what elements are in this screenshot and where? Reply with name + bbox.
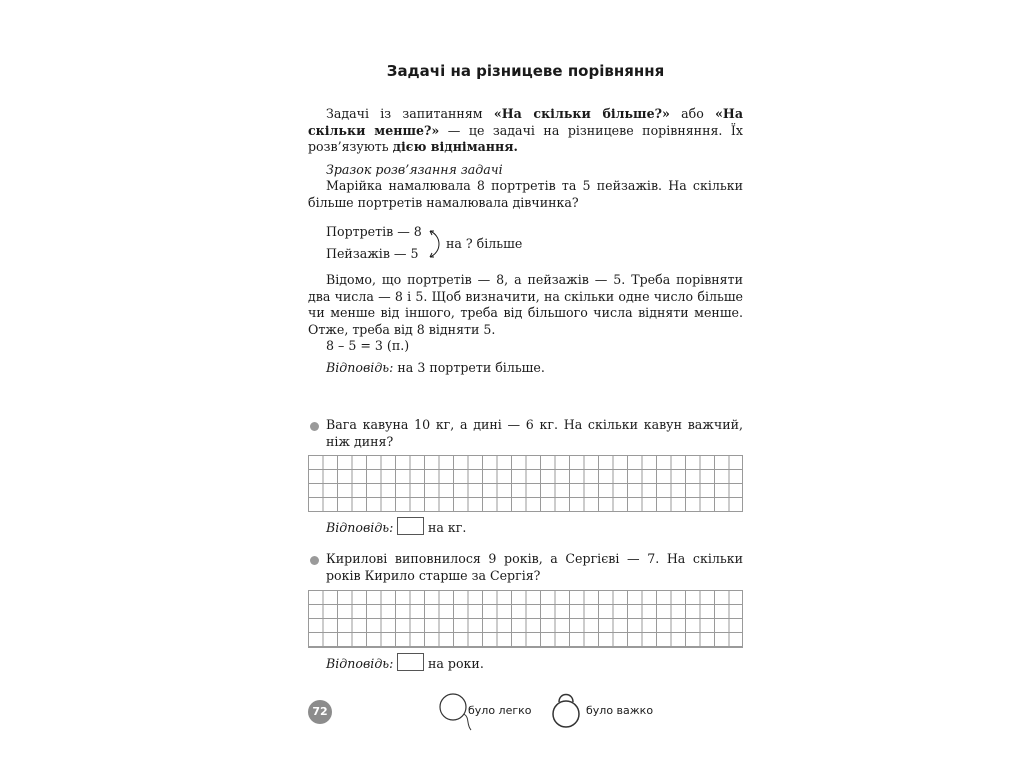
task-2-text: Кирилові виповнилося 9 років, а Сергієві — 7. На скільки років Кирило старше за Сергія?: [326, 551, 743, 583]
task-2-answer-box[interactable]: [397, 653, 424, 671]
sample-heading: Зразок розв’язання задачі: [326, 162, 503, 177]
task-2-answer-grid[interactable]: [308, 590, 743, 648]
scheme-row-portraits: Портретів — 8: [326, 224, 422, 239]
sample-problem-text: Марійка намалювала 8 портретів та 5 пейзажів. На скільки більше портретів намалювала дівчинка?: [308, 178, 743, 210]
task-2-answer-unit: на роки.: [428, 656, 484, 671]
task-1-bullet-icon: [310, 422, 319, 431]
sample-equation: 8 – 5 = 3 (п.): [326, 338, 410, 353]
intro-paragraph: [308, 106, 743, 156]
page-title: Задачі на різницеве порівняння: [386, 62, 665, 80]
intro-text-1: Задачі із запитанням: [326, 106, 494, 121]
task-2-answer-label: Відповідь:: [326, 656, 394, 671]
task-1-answer-box[interactable]: [397, 517, 424, 535]
task-1-answer-grid[interactable]: [308, 455, 743, 512]
intro-question-more: «На скільки більше?»: [493, 106, 670, 121]
comparison-arrow-icon: [424, 226, 448, 262]
intro-text-3: — це задачі на різницеве порівняння. Їх розв’язують: [308, 122, 743, 154]
task-2-bullet-icon: [310, 556, 319, 565]
task-1-text: Вага кавуна 10 кг, а дині — 6 кг. На скільки кавун важчий, ніж диня?: [326, 417, 743, 449]
hard-label: було важко: [586, 704, 654, 717]
sample-answer-text: на 3 портрети більше.: [393, 360, 545, 375]
intro-question-less: «На скільки менше?»: [308, 106, 743, 138]
sample-problem: [308, 178, 743, 211]
sample-explanation-text: Відомо, що портретів — 8, а пейзажів — 5. Треба порівняти два числа — 8 і 5. Щоб визначити, на скільки одне число більше чи менше від іншого, треба від більшого числа відняти менше. Отже, треба від 8 відняти 5.: [308, 272, 743, 337]
sample-answer-label: Відповідь:: [326, 360, 394, 375]
task-1-answer-label: Відповідь:: [326, 520, 394, 535]
intro-text-4: дією віднімання.: [392, 139, 518, 154]
sample-explanation: [308, 272, 743, 338]
scheme-question: на ? більше: [446, 236, 523, 251]
easy-label: було легко: [468, 704, 532, 717]
sample-answer: [326, 360, 545, 377]
page-number-badge: 72: [308, 700, 332, 724]
scheme-row-landscapes: Пейзажів — 5: [326, 246, 419, 261]
kettlebell-icon: [548, 688, 584, 732]
intro-text-2: або: [669, 106, 716, 121]
task-1-answer-unit: на кг.: [428, 520, 467, 535]
